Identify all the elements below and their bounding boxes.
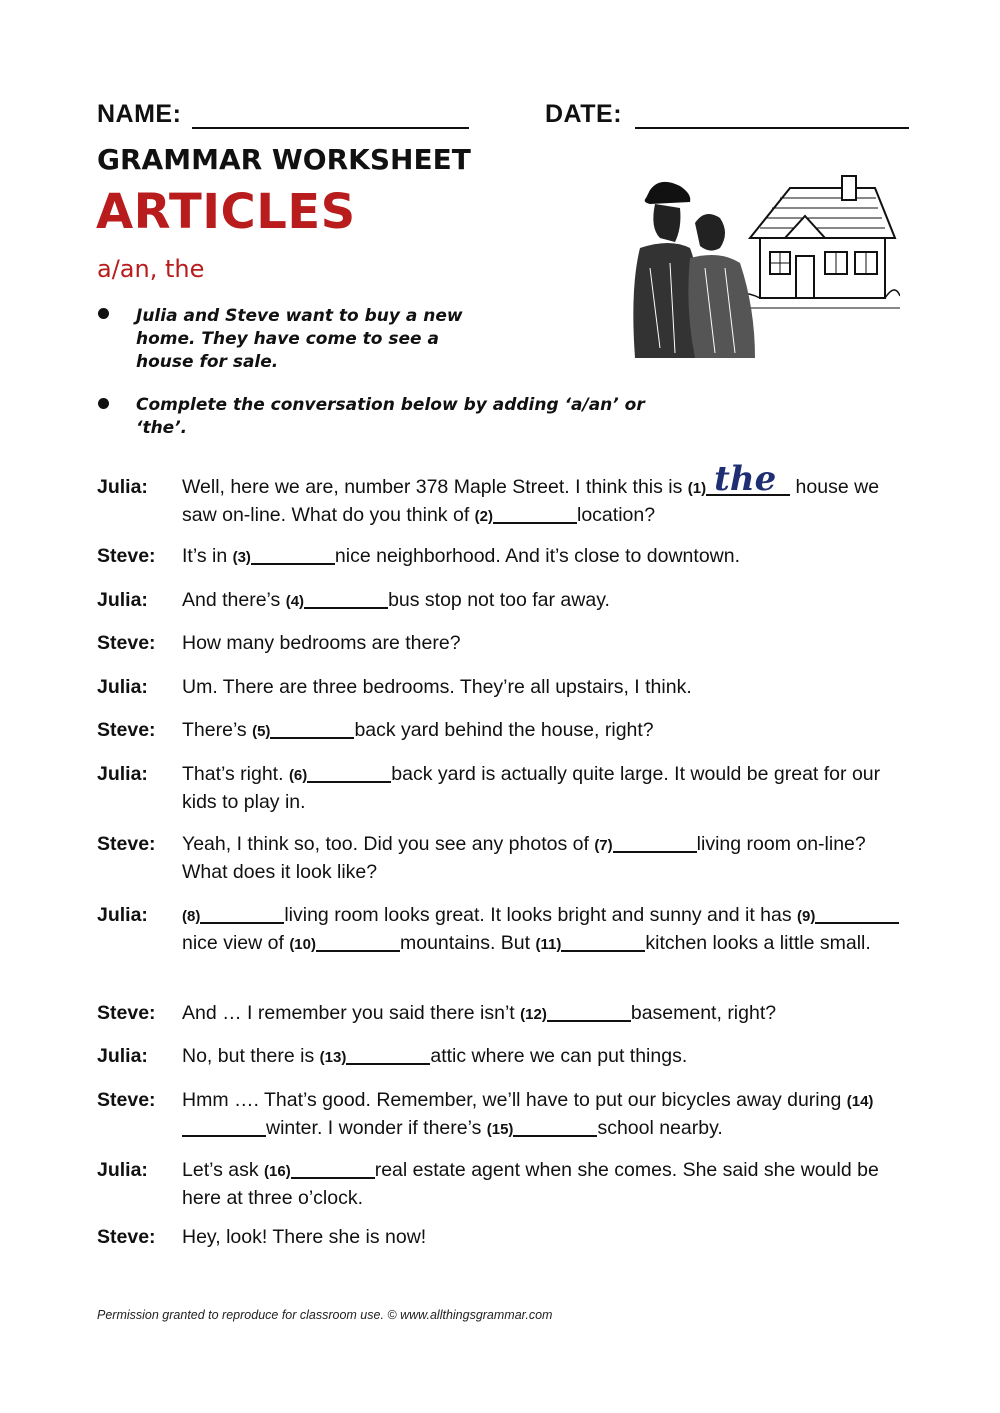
blank-number: (8)	[182, 908, 201, 925]
dialogue-text	[182, 1087, 902, 1143]
dialogue-segment: Um. There are three bedrooms. They’re all upstairs, I think.	[182, 676, 692, 698]
dialogue-segment: It’s in	[182, 545, 233, 567]
dialogue-text	[182, 630, 902, 657]
dialogue-segment: nice view of	[182, 932, 290, 954]
handwritten-answer: the	[714, 459, 777, 499]
speaker-label: Steve:	[97, 1226, 156, 1248]
blank-number: (10)	[289, 936, 316, 953]
blank-number: (16)	[264, 1163, 291, 1180]
dialogue-text	[182, 459, 902, 530]
blank-number: (7)	[594, 837, 613, 854]
dialogue-segment: living room on-line? What does it look like?	[182, 833, 866, 883]
dialogue-segment: school nearby.	[597, 1117, 723, 1139]
worksheet-topic: a/an, the	[97, 255, 205, 283]
speaker-label: Steve:	[97, 1002, 156, 1024]
dialogue-segment: And … I remember you said there isn’t	[182, 1002, 521, 1024]
dialogue-text	[182, 543, 902, 571]
answer-blank[interactable]	[706, 459, 790, 499]
bullet-icon	[98, 398, 109, 409]
answer-blank[interactable]	[493, 502, 577, 524]
speaker-label: Julia:	[97, 476, 148, 498]
dialogue-segment: And there’s	[182, 589, 286, 611]
dialogue-segment: Hmm …. That’s good. Remember, we’ll have to put our bicycles away during	[182, 1089, 847, 1111]
dialogue-text	[182, 1224, 902, 1251]
date-label: DATE:	[545, 100, 623, 128]
speaker-label: Julia:	[97, 589, 148, 611]
blank-number: (9)	[797, 908, 816, 925]
blank-number: (5)	[252, 723, 271, 740]
answer-blank[interactable]	[182, 1115, 266, 1137]
dialogue-segment: There’s	[182, 719, 253, 741]
dialogue-text	[182, 717, 902, 745]
blank-number: (14)	[846, 1093, 874, 1110]
worksheet-title: ARTICLES	[96, 184, 356, 240]
answer-blank[interactable]	[251, 543, 335, 565]
answer-blank[interactable]	[815, 902, 899, 924]
dialogue-segment: Well, here we are, number 378 Maple Street. I think this is	[182, 476, 688, 498]
dialogue-segment: Yeah, I think so, too. Did you see any photos of	[182, 833, 595, 855]
name-label: NAME:	[97, 100, 182, 128]
bullet-icon	[98, 308, 109, 319]
dialogue-segment: How many bedrooms are there?	[182, 632, 461, 654]
answer-blank[interactable]	[561, 930, 645, 952]
dialogue-segment: attic where we can put things.	[430, 1045, 688, 1067]
couple-viewing-house-illustration	[620, 168, 900, 358]
speaker-label: Steve:	[97, 632, 156, 654]
dialogue-segment: nice neighborhood. And it’s close to downtown.	[334, 545, 741, 567]
answer-blank[interactable]	[200, 902, 284, 924]
answer-blank[interactable]	[270, 717, 354, 739]
dialogue-text	[182, 1000, 902, 1028]
dialogue-text	[182, 1157, 902, 1212]
answer-blank[interactable]	[291, 1157, 375, 1179]
answer-blank[interactable]	[316, 930, 400, 952]
blank-number: (13)	[319, 1049, 347, 1066]
instruction-task: Complete the conversation below by adding ‘a/an’ or ‘the’.	[136, 395, 645, 438]
blank-number: (4)	[285, 593, 305, 610]
blank-number: (11)	[535, 936, 562, 953]
answer-blank[interactable]	[513, 1115, 597, 1137]
answer-blank[interactable]	[346, 1043, 430, 1065]
speaker-label: Steve:	[97, 719, 156, 741]
dialogue-text	[182, 902, 902, 958]
dialogue-segment: kitchen looks a little small.	[645, 932, 871, 954]
dialogue-segment: Let’s ask	[182, 1159, 265, 1181]
speaker-label: Julia:	[97, 1159, 148, 1181]
dialogue-segment: real estate agent when she comes. She said she would be here at three o’clock.	[182, 1159, 879, 1209]
dialogue-segment: back yard is actually quite large. It would be great for our kids to play in.	[182, 763, 881, 813]
blank-number: (3)	[232, 549, 251, 566]
date-field-line[interactable]	[635, 127, 909, 129]
instruction-scenario: Julia and Steve want to buy a new home. They have come to see a house for sale.	[136, 306, 463, 372]
dialogue-segment: location?	[577, 504, 656, 526]
answer-blank[interactable]	[613, 831, 697, 853]
dialogue-segment: bus stop not too far away.	[388, 589, 610, 611]
dialogue-segment: living room looks great. It looks bright and sunny and it has	[284, 904, 798, 926]
dialogue-text	[182, 761, 902, 816]
blank-number: (15)	[486, 1121, 514, 1138]
answer-blank[interactable]	[307, 761, 391, 783]
dialogue-segment: house we saw on-line. What do you think of	[182, 476, 880, 526]
speaker-label: Julia:	[97, 763, 148, 785]
blank-number: (2)	[474, 508, 493, 525]
dialogue-text	[182, 587, 902, 615]
footer-permission: Permission granted to reproduce for classroom use. © www.allthingsgrammar.com	[97, 1308, 553, 1322]
dialogue-segment: basement, right?	[630, 1002, 777, 1024]
speaker-label: Steve:	[97, 545, 156, 567]
dialogue-segment: mountains. But	[400, 932, 536, 954]
answer-blank[interactable]	[547, 1000, 631, 1022]
blank-number: (1)	[687, 480, 707, 497]
dialogue-segment: No, but there is	[182, 1045, 320, 1067]
blank-number: (6)	[288, 767, 308, 784]
answer-blank[interactable]	[304, 587, 388, 609]
dialogue-segment: back yard behind the house, right?	[354, 719, 654, 741]
dialogue-segment: winter. I wonder if there’s	[266, 1117, 487, 1139]
worksheet-subtitle: GRAMMAR WORKSHEET	[97, 143, 471, 176]
speaker-label: Steve:	[97, 833, 156, 855]
dialogue-segment: That’s right.	[182, 763, 289, 785]
dialogue-text	[182, 1043, 902, 1071]
dialogue-text	[182, 831, 902, 886]
speaker-label: Steve:	[97, 1089, 156, 1111]
name-field-line[interactable]	[192, 127, 469, 129]
dialogue-segment: Hey, look! There she is now!	[182, 1226, 427, 1248]
speaker-label: Julia:	[97, 676, 148, 698]
speaker-label: Julia:	[97, 904, 148, 926]
dialogue-text	[182, 674, 902, 701]
blank-number: (12)	[520, 1006, 547, 1023]
speaker-label: Julia:	[97, 1045, 148, 1067]
